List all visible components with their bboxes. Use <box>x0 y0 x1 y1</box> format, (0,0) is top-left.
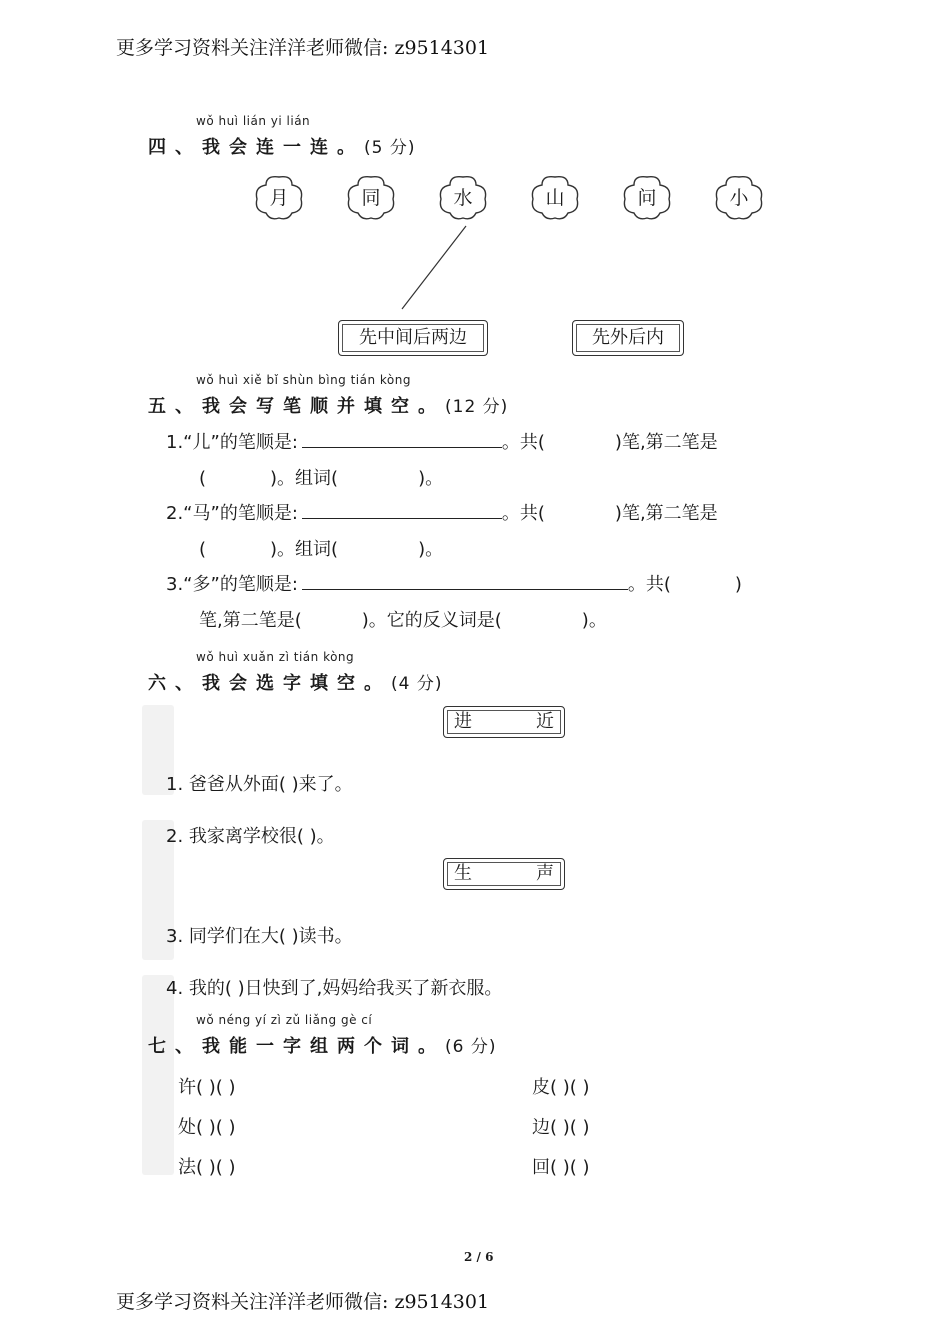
s5-q3-line2: 笔,第二笔是( )。它的反义词是( )。 <box>199 610 607 631</box>
s7-row2-left[interactable]: 处( )( ) <box>178 1117 236 1138</box>
s7-row3-right[interactable]: 回( )( ) <box>532 1157 590 1178</box>
section6-title: 六、我会选字填空。 <box>148 673 391 694</box>
section4-pinyin: wǒ huì lián yi lián <box>196 114 311 128</box>
section7-title: 七、我能一字组两个词。 <box>148 1036 445 1057</box>
section5-title: 五、我会写笔顺并填空。 <box>148 396 445 417</box>
word-choice-box-2 <box>443 858 565 890</box>
s5-q1-line2: ( )。组词( )。 <box>199 468 444 489</box>
flower-char-4: 山 <box>545 187 565 209</box>
s7-row1-left[interactable]: 许( )( ) <box>178 1077 236 1098</box>
section7-pinyin: wǒ néng yí zì zǔ liǎng gè cí <box>196 1013 373 1027</box>
flower-char-1: 月 <box>269 187 289 209</box>
section5-score: (12 分) <box>445 397 509 417</box>
s5-q2-stroke-blank[interactable] <box>302 500 502 519</box>
page-number: 2 / 6 <box>464 1250 494 1264</box>
choice-char-jin2: 近 <box>536 711 554 732</box>
section6-score: (4 分) <box>391 674 443 694</box>
s5-q3-stroke-blank[interactable] <box>302 571 628 590</box>
choice-char-sheng: 生 <box>454 863 472 884</box>
s5-q1-stroke-blank[interactable] <box>302 429 502 448</box>
s6-q3: 3. 同学们在大( )读书。 <box>166 926 353 947</box>
section6-heading <box>148 669 442 695</box>
s5-q2-line1: 2.“马”的笔顺是: 。共( )笔,第二笔是 <box>166 499 718 525</box>
flower-char-6: 小 <box>729 187 749 209</box>
flower-char-2: 同 <box>361 187 381 209</box>
stroke-rule-label-1: 先中间后两边 <box>359 327 467 348</box>
s7-row1-right[interactable]: 皮( )( ) <box>532 1077 590 1098</box>
bottom-banner: 更多学习资料关注洋洋老师微信: z9514301 <box>116 1291 490 1313</box>
section7-score: (6 分) <box>445 1037 497 1057</box>
section7-heading <box>148 1032 496 1058</box>
section5-heading <box>148 392 508 418</box>
stroke-rule-box-2[interactable] <box>572 320 684 356</box>
s5-q1-line1: 1.“儿”的笔顺是: 。共( )笔,第二笔是 <box>166 428 718 454</box>
choice-char-sheng2: 声 <box>536 863 554 884</box>
margin-decoration <box>142 975 174 1175</box>
flower-char-5: 问 <box>637 187 657 209</box>
word-choice-box-1 <box>443 706 565 738</box>
section4-title: 四、我会连一连。 <box>148 137 364 158</box>
choice-char-jin: 进 <box>454 711 472 732</box>
stroke-rule-label-2: 先外后内 <box>592 327 664 348</box>
stroke-rule-box-1[interactable] <box>338 320 488 356</box>
s5-q2-line2: ( )。组词( )。 <box>199 539 444 560</box>
s7-row2-right[interactable]: 边( )( ) <box>532 1117 590 1138</box>
s6-q1: 1. 爸爸从外面( )来了。 <box>166 774 353 795</box>
section4-score: (5 分) <box>364 138 416 158</box>
section5-pinyin: wǒ huì xiě bǐ shùn bìng tián kòng <box>196 373 411 387</box>
s6-q4: 4. 我的( )日快到了,妈妈给我买了新衣服。 <box>166 978 503 999</box>
s7-row3-left[interactable]: 法( )( ) <box>178 1157 236 1178</box>
section6-pinyin: wǒ huì xuǎn zì tián kòng <box>196 650 355 664</box>
s6-q2: 2. 我家离学校很( )。 <box>166 826 335 847</box>
s5-q3-line1: 3.“多”的笔顺是: 。共( ) <box>166 570 742 596</box>
top-banner: 更多学习资料关注洋洋老师微信: z9514301 <box>116 37 490 59</box>
flower-char-3: 水 <box>453 187 473 209</box>
